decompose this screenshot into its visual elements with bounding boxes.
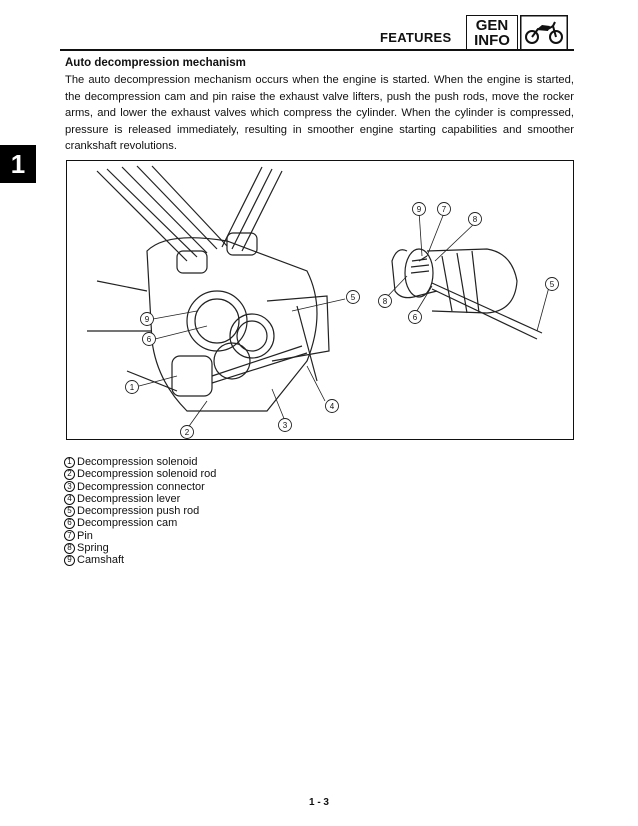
page-number: 1 - 3 [308,797,329,808]
legend-number: 8 [64,543,75,554]
article-body: The auto decompression mechanism occurs when the engine is started. When the engine is started, the decompression cam and pin raise the exhaust valve lifters, push the push rods, move the rocker arms, and lower the exhaust valves which compress the cylinder. When the cylinder is compressed, pressure is released immediately, resulting in smoother engine starting capabilities and smoother crankshaft revolutions. [65,74,574,152]
legend-label: Spring [77,542,109,555]
legend-label: Decompression connector [77,480,205,493]
legend-label: Decompression solenoid rod [77,468,217,481]
article-heading: Auto decompression mechanism [65,57,246,69]
callout-8-side: 8 [382,297,388,306]
callout-9-right: 9 [416,205,422,214]
legend-item [64,505,216,517]
legend-number: 9 [64,555,75,566]
legend-number: 4 [64,494,75,505]
legend-label: Decompression push rod [77,505,200,518]
callout-2: 2 [184,428,190,437]
legend-number: 3 [64,481,75,492]
motorcycle-icon [520,15,568,51]
legend-label: Decompression cam [77,517,178,530]
legend-number: 7 [64,530,75,541]
callout-6-left: 6 [146,335,152,344]
callout-7: 7 [441,205,447,214]
callout-5-left: 5 [350,293,356,302]
decompression-figure [66,160,574,440]
callout-4: 4 [329,402,335,411]
chapter-tab: 1 [0,145,36,183]
legend-label: Decompression lever [77,492,181,505]
legend-item [64,517,216,529]
callout-6-right: 6 [412,313,418,322]
legend-item [64,554,216,566]
legend-number: 5 [64,506,75,517]
legend-number: 2 [64,469,75,480]
legend-item [64,456,216,468]
legend-number: 1 [64,457,75,468]
legend-item [64,530,216,542]
callout-9-left: 9 [144,315,150,324]
gen-label: GEN [475,17,509,34]
legend-item [64,542,216,554]
legend-item [64,493,216,505]
legend-label: Decompression solenoid [77,456,198,468]
callout-3: 3 [282,421,288,430]
section-title: FEATURES [380,30,452,45]
legend-number: 6 [64,518,75,529]
legend-item [64,481,216,493]
gen-info-badge [466,15,518,51]
callout-5-right: 5 [549,280,555,289]
callout-1: 1 [129,383,135,392]
legend [64,456,216,567]
legend-item [64,468,216,480]
callout-8-top: 8 [472,215,478,224]
info-label: INFO [474,32,510,49]
legend-label: Camshaft [77,554,125,567]
legend-label: Pin [77,529,93,542]
header-rule [60,49,574,51]
